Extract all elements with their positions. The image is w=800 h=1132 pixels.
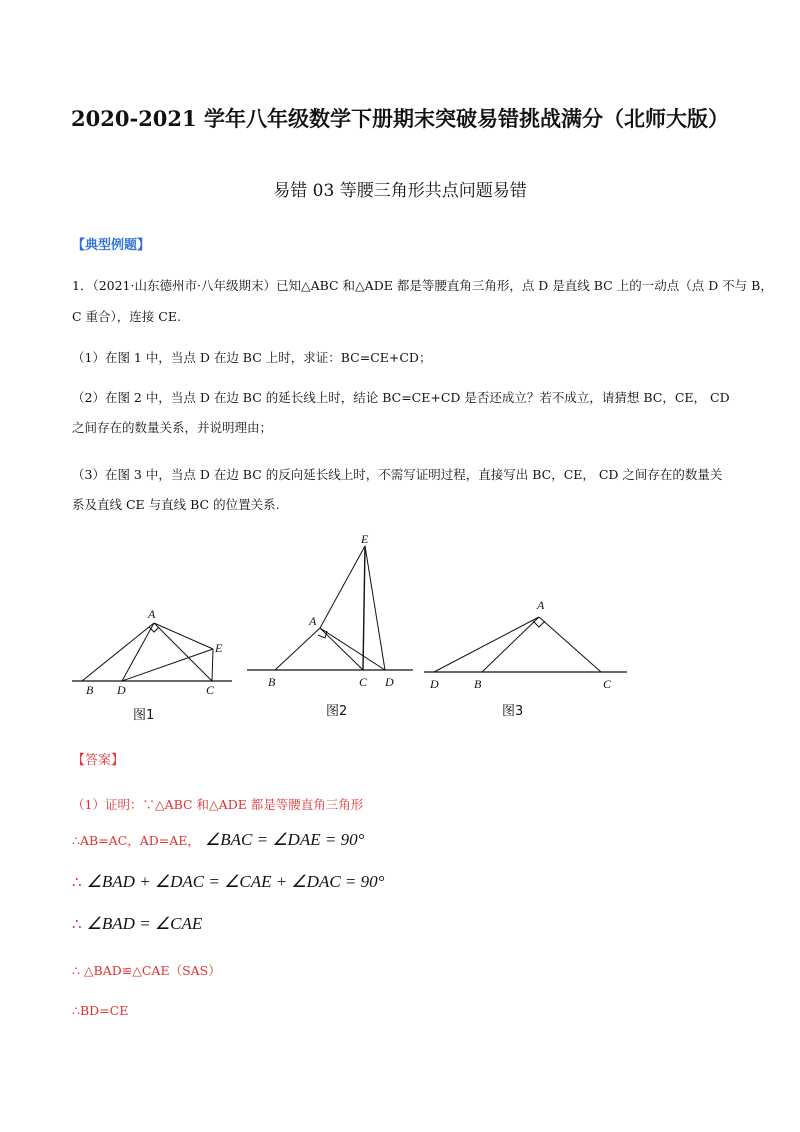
solution-line-3-math: ∠BAD + ∠DAC = ∠CAE + ∠DAC = 90°: [86, 872, 385, 891]
solution-line-4-math: ∠BAD = ∠CAE: [86, 914, 203, 933]
solution-line-2: [72, 830, 364, 850]
fig3-label-c: C: [603, 677, 612, 691]
solution-line-1: （1）证明：∵△ABC 和△ADE 都是等腰直角三角形: [72, 797, 364, 812]
fig1-label-e: E: [215, 641, 223, 655]
problem-intro-line2: C 重合），连接 CE.: [72, 309, 181, 324]
fig2-label-b: B: [268, 675, 276, 689]
solution-line-6: ∴BD=CE: [72, 1003, 129, 1018]
solution-line-3-prefix: ∴: [72, 873, 82, 891]
fig3-label-a: A: [537, 598, 545, 612]
figure-3-caption: 图3: [502, 704, 524, 719]
fig1-label-c: C: [206, 683, 215, 697]
fig1-label-d: D: [117, 683, 126, 697]
problem-question-2: （2）在图 2 中，当点 D 在边 BC 的延长线上时，结论 BC=CE+CD 是否还成立？若不成立，请猜想 BC，CE， CD 之间存在的数量关系，并说明理由；: [72, 390, 730, 435]
page-title: 2020-2021 学年八年级数学下册期末突破易错挑战满分（北师大版）: [71, 106, 729, 131]
solution-line-2-math: ∠BAC = ∠DAE = 90°: [205, 830, 365, 849]
fig3-label-d: D: [430, 677, 439, 691]
page-subtitle: 易错 03 等腰三角形共点问题易错: [273, 181, 527, 201]
solution-line-4-prefix: ∴: [72, 915, 82, 933]
fig2-label-c: C: [359, 675, 368, 689]
solution-line-5: ∴ △BAD≌△CAE（SAS）: [72, 963, 221, 978]
fig2-label-d: D: [385, 675, 394, 689]
answer-label: 【答案】: [72, 753, 125, 768]
fig3-label-b: B: [474, 677, 482, 691]
figure-2-diagram: [245, 532, 415, 692]
problem-question-3: （3）在图 3 中，当点 D 在边 BC 的反向延长线上时，不需写证明过程，直接写出 BC，CE， CD 之间存在的数量关系及直线 CE 与直线 BC 的位置关系.: [72, 467, 723, 512]
solution-line-4: [72, 914, 202, 934]
problem-question-1: （1）在图 1 中，当点 D 在边 BC 上时，求证：BC=CE+CD；: [72, 350, 432, 365]
figure-3-diagram: [422, 595, 632, 695]
fig1-label-b: B: [86, 683, 94, 697]
fig2-label-e: E: [361, 532, 369, 546]
solution-line-2-prefix: ∴AB=AC，AD=AE，: [72, 833, 200, 848]
fig2-label-a: A: [309, 614, 317, 628]
figure-1-caption: 图1: [133, 708, 155, 723]
figure-1-diagram: [72, 605, 237, 705]
problem-intro-line1: 1．（2021·山东德州市·八年级期末）已知△ABC 和△ADE 都是等腰直角三角形，点 D 是直线 BC 上的一动点（点 D 不与 B，: [72, 278, 773, 293]
section-label-examples: 【典型例题】: [72, 238, 151, 253]
figure-2-caption: 图2: [326, 704, 348, 719]
solution-line-3: [72, 872, 384, 892]
fig1-label-a: A: [148, 607, 156, 621]
